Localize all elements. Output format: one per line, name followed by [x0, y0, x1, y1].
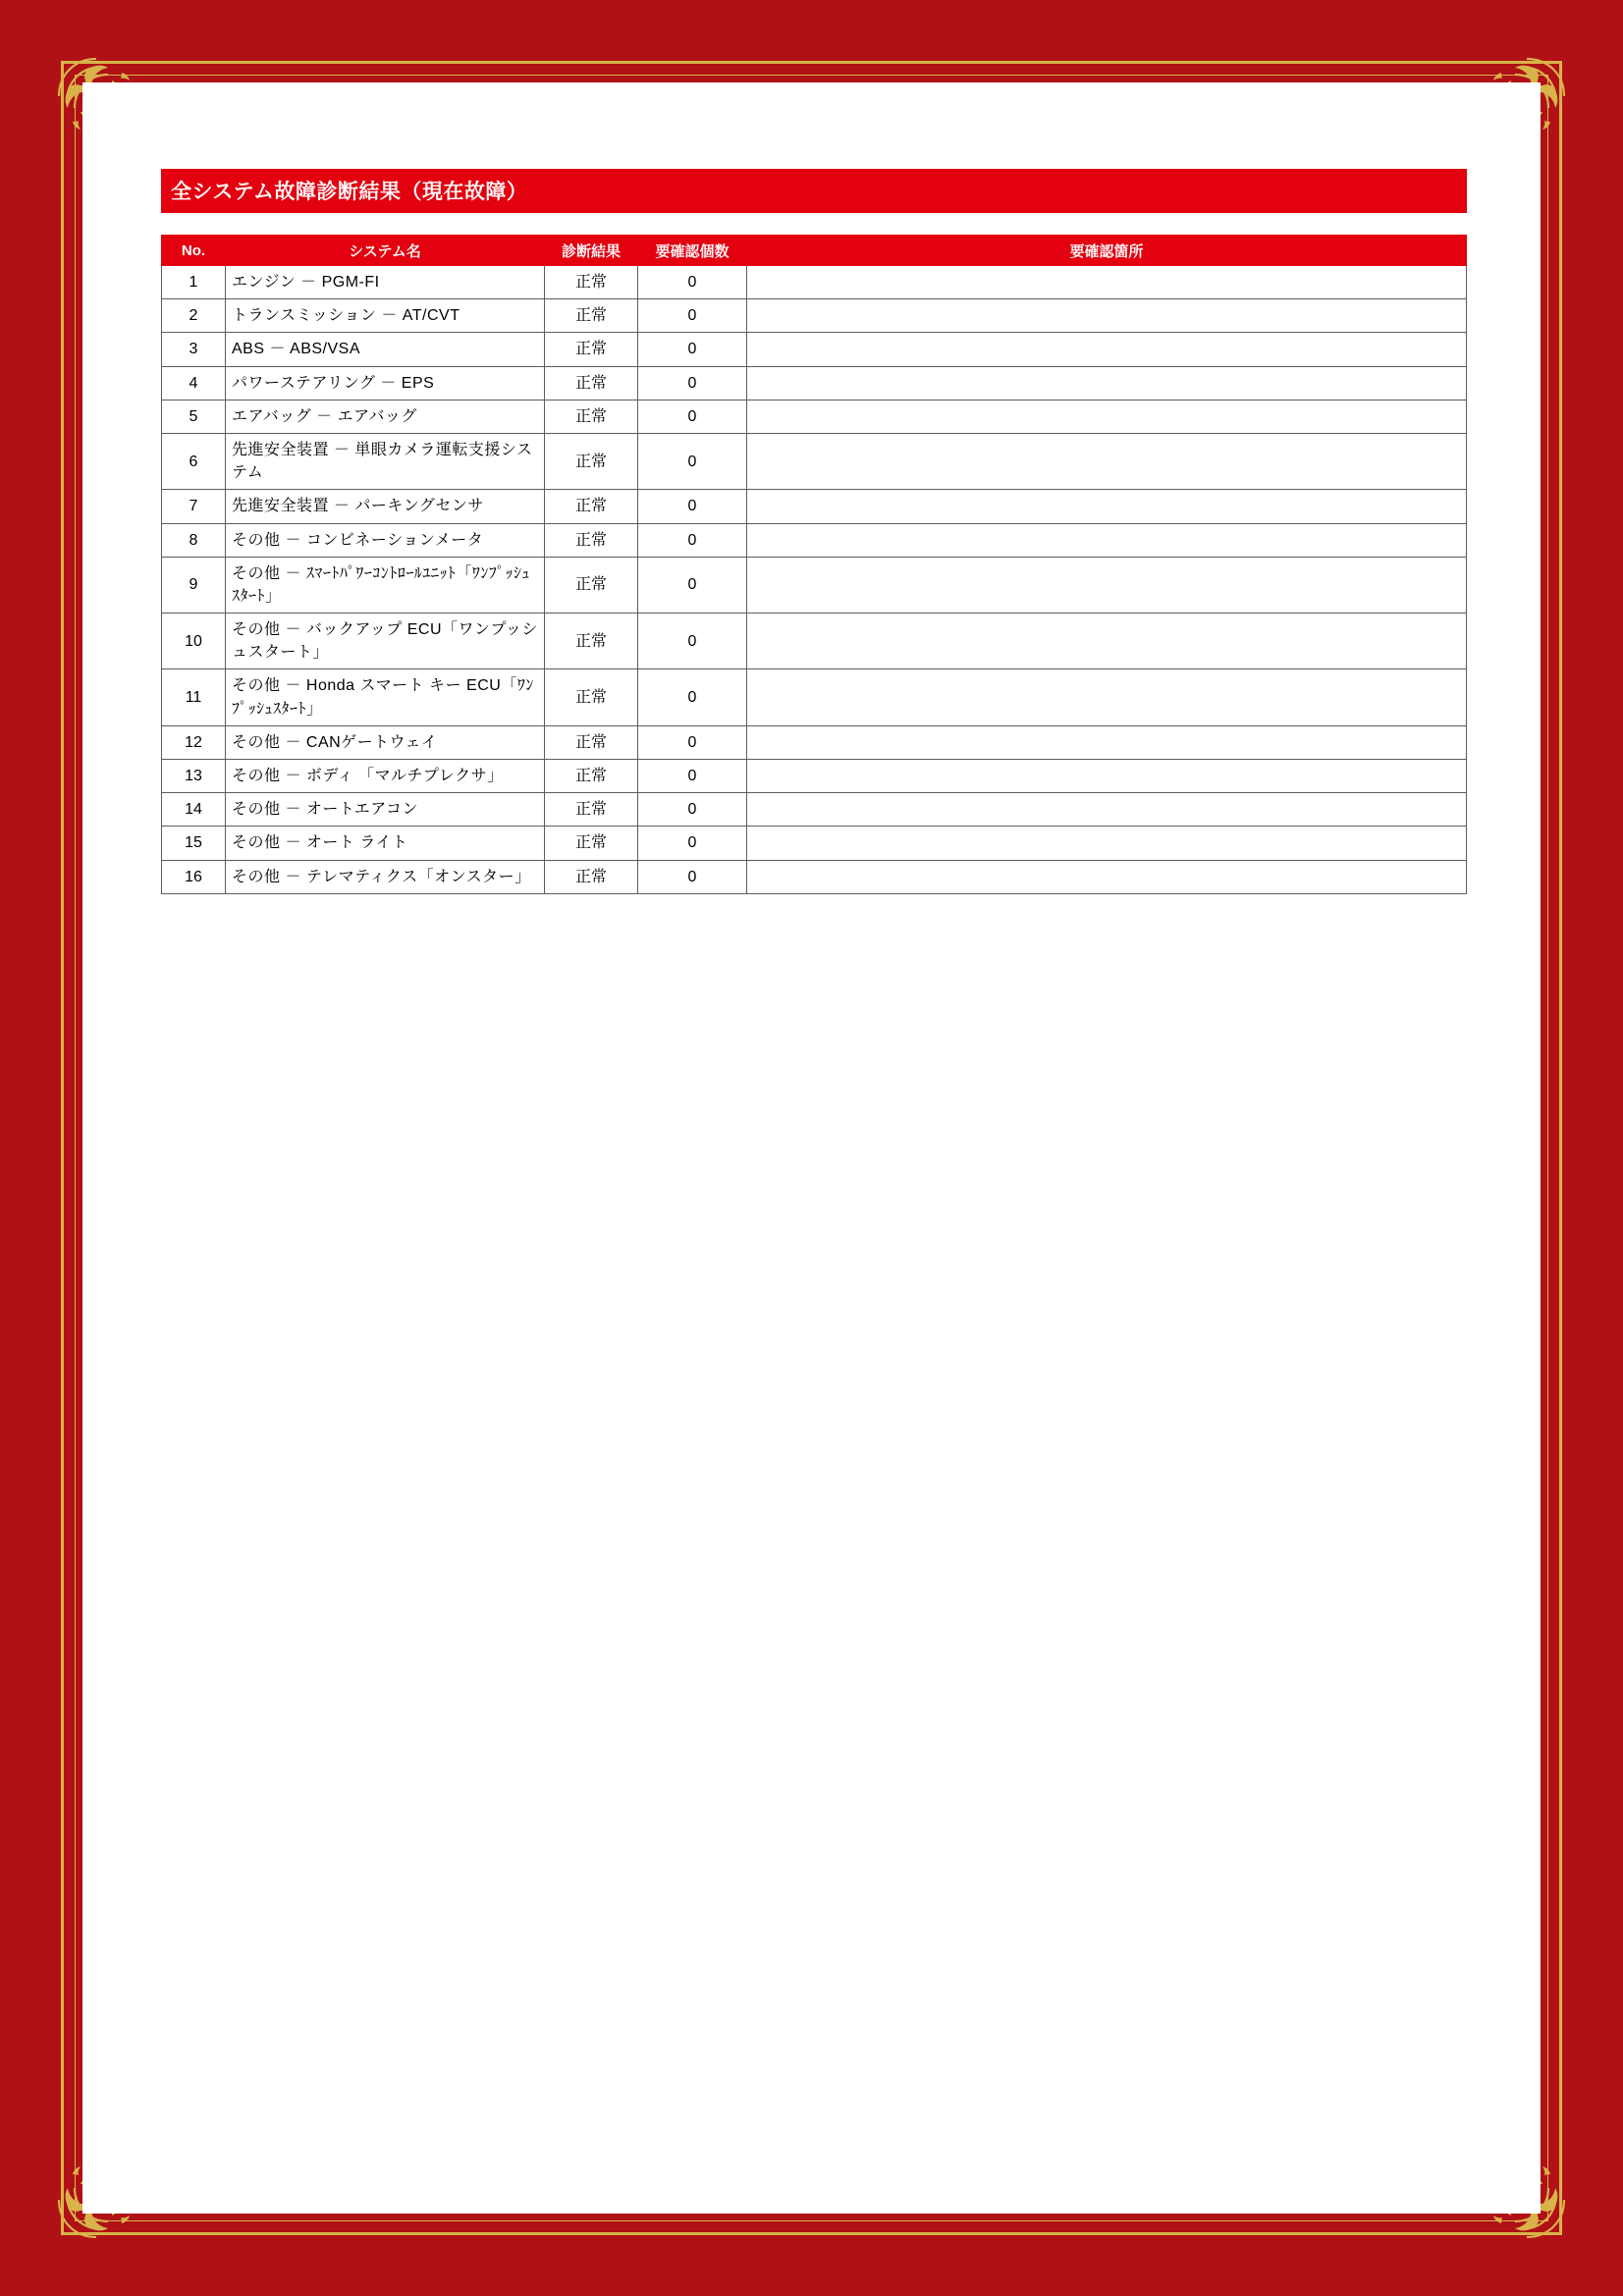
cell-count: 0 — [638, 669, 747, 725]
cell-location — [747, 793, 1467, 827]
cell-system: その他 － オートエアコン — [226, 793, 545, 827]
table-header-row — [162, 236, 1467, 266]
cell-result: 正常 — [545, 333, 638, 366]
column-header-location: 要確認箇所 — [747, 236, 1467, 266]
cell-system: その他 － CANゲートウェイ — [226, 725, 545, 759]
cell-no: 9 — [162, 557, 226, 613]
cell-result: 正常 — [545, 400, 638, 433]
table-row — [162, 266, 1467, 299]
cell-location — [747, 299, 1467, 333]
table-header — [162, 236, 1467, 266]
cell-count: 0 — [638, 827, 747, 860]
cell-result: 正常 — [545, 827, 638, 860]
table-row — [162, 490, 1467, 523]
table-row — [162, 400, 1467, 433]
cell-location — [747, 366, 1467, 400]
cell-result: 正常 — [545, 299, 638, 333]
report-content — [161, 169, 1467, 894]
cell-location — [747, 333, 1467, 366]
diagnostic-results-table — [161, 235, 1467, 894]
cell-no: 8 — [162, 523, 226, 557]
cell-no: 5 — [162, 400, 226, 433]
cell-count: 0 — [638, 793, 747, 827]
column-header-count: 要確認個数 — [638, 236, 747, 266]
cell-count: 0 — [638, 266, 747, 299]
column-header-system: システム名 — [226, 236, 545, 266]
table-body — [162, 266, 1467, 894]
table-row — [162, 557, 1467, 613]
cell-location — [747, 760, 1467, 793]
cell-location — [747, 523, 1467, 557]
table-row — [162, 669, 1467, 725]
cell-location — [747, 669, 1467, 725]
cell-result: 正常 — [545, 614, 638, 669]
table-row — [162, 793, 1467, 827]
cell-result: 正常 — [545, 523, 638, 557]
table-row — [162, 299, 1467, 333]
cell-location — [747, 557, 1467, 613]
cell-count: 0 — [638, 614, 747, 669]
cell-result: 正常 — [545, 366, 638, 400]
cell-location — [747, 860, 1467, 893]
cell-result: 正常 — [545, 725, 638, 759]
cell-location — [747, 266, 1467, 299]
cell-result: 正常 — [545, 669, 638, 725]
cell-no: 4 — [162, 366, 226, 400]
section-title: 全システム故障診断結果（現在故障） — [161, 169, 1467, 213]
cell-no: 10 — [162, 614, 226, 669]
table-row — [162, 760, 1467, 793]
cell-system: その他 － オート ライト — [226, 827, 545, 860]
cell-system: パワーステアリング － EPS — [226, 366, 545, 400]
column-header-no: No. — [162, 236, 226, 266]
cell-no: 15 — [162, 827, 226, 860]
cell-no: 6 — [162, 433, 226, 489]
cell-system: その他 － ｽﾏｰﾄﾊﾟﾜｰｺﾝﾄﾛｰﾙﾕﾆｯﾄ「ﾜﾝﾌﾟｯｼｭｽﾀｰﾄ」 — [226, 557, 545, 613]
cell-count: 0 — [638, 760, 747, 793]
cell-result: 正常 — [545, 433, 638, 489]
column-header-result: 診断結果 — [545, 236, 638, 266]
cell-location — [747, 725, 1467, 759]
cell-system: その他 － Honda スマート キー ECU「ﾜﾝﾌﾟｯｼｭｽﾀｰﾄ」 — [226, 669, 545, 725]
cell-result: 正常 — [545, 557, 638, 613]
table-row — [162, 433, 1467, 489]
cell-no: 14 — [162, 793, 226, 827]
cell-location — [747, 400, 1467, 433]
cell-no: 2 — [162, 299, 226, 333]
cell-system: 先進安全装置 － パーキングセンサ — [226, 490, 545, 523]
cell-location — [747, 490, 1467, 523]
cell-no: 7 — [162, 490, 226, 523]
cell-count: 0 — [638, 523, 747, 557]
table-row — [162, 523, 1467, 557]
table-row — [162, 614, 1467, 669]
cell-system: ABS － ABS/VSA — [226, 333, 545, 366]
cell-no: 3 — [162, 333, 226, 366]
table-row — [162, 827, 1467, 860]
cell-system: トランスミッション － AT/CVT — [226, 299, 545, 333]
cell-no: 1 — [162, 266, 226, 299]
cell-count: 0 — [638, 490, 747, 523]
cell-no: 11 — [162, 669, 226, 725]
cell-system: その他 － ボディ 「マルチプレクサ」 — [226, 760, 545, 793]
cell-system: エアバッグ － エアバッグ — [226, 400, 545, 433]
cell-count: 0 — [638, 725, 747, 759]
cell-count: 0 — [638, 557, 747, 613]
table-row — [162, 860, 1467, 893]
document-page — [82, 82, 1541, 2214]
cell-result: 正常 — [545, 490, 638, 523]
cell-no: 13 — [162, 760, 226, 793]
cell-no: 12 — [162, 725, 226, 759]
cell-location — [747, 614, 1467, 669]
cell-count: 0 — [638, 366, 747, 400]
cell-no: 16 — [162, 860, 226, 893]
cell-result: 正常 — [545, 760, 638, 793]
cell-system: その他 － コンビネーションメータ — [226, 523, 545, 557]
cell-result: 正常 — [545, 860, 638, 893]
cell-system: その他 － バックアップ ECU「ワンプッシュスタート」 — [226, 614, 545, 669]
table-row — [162, 333, 1467, 366]
cell-result: 正常 — [545, 793, 638, 827]
cell-system: 先進安全装置 － 単眼カメラ運転支援システム — [226, 433, 545, 489]
cell-system: エンジン － PGM-FI — [226, 266, 545, 299]
cell-count: 0 — [638, 860, 747, 893]
cell-result: 正常 — [545, 266, 638, 299]
cell-count: 0 — [638, 433, 747, 489]
table-row — [162, 725, 1467, 759]
cell-system: その他 － テレマティクス「オンスター」 — [226, 860, 545, 893]
cell-count: 0 — [638, 333, 747, 366]
cell-count: 0 — [638, 400, 747, 433]
table-row — [162, 366, 1467, 400]
cell-count: 0 — [638, 299, 747, 333]
cell-location — [747, 827, 1467, 860]
cell-location — [747, 433, 1467, 489]
